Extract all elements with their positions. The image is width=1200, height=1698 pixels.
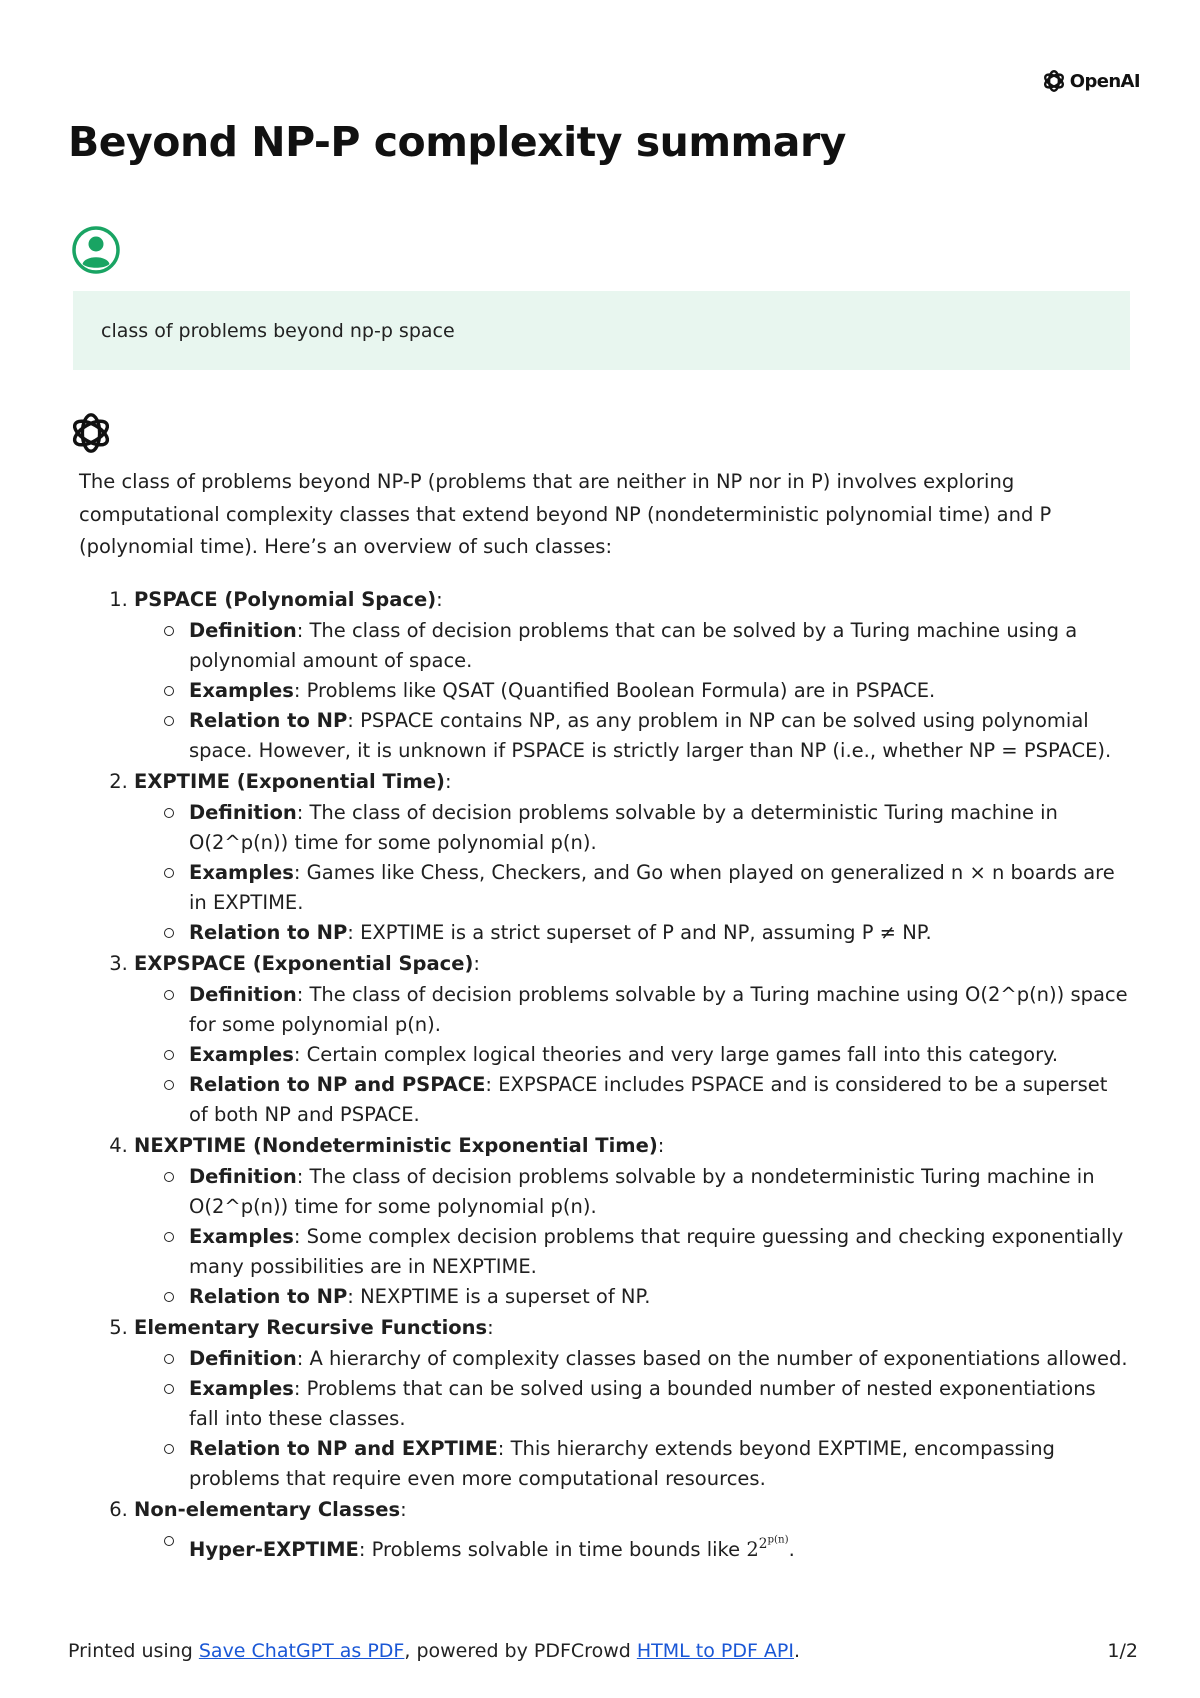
detail-text: This hierarchy extends beyond EXPTIME, encompassing problems that require even more computational resources. xyxy=(189,1436,1055,1490)
detail-text: The class of decision problems solvable by a nondeterministic Turing machine in O(2^p(n)) time for some polynomial p(n). xyxy=(189,1164,1095,1218)
detail-label: Examples xyxy=(189,1224,294,1248)
footer-prefix: Printed using xyxy=(68,1640,199,1662)
section-title: NEXPTIME (Nondeterministic Exponential Time) xyxy=(134,1133,658,1157)
openai-logo-icon xyxy=(1041,68,1067,94)
section-detail-list xyxy=(134,1344,1129,1494)
detail-text: EXPSPACE includes PSPACE and is considered to be a superset of both NP and PSPACE. xyxy=(189,1072,1108,1126)
detail-label: Relation to NP and PSPACE xyxy=(189,1072,486,1096)
detail-item: Definition: The class of decision problems solvable by a nondeterministic Turing machine in O(2^p(n)) time for some polynomial p(n). xyxy=(189,1162,1129,1222)
response-intro: The class of problems beyond NP-P (problems that are neither in NP nor in P) involves exploring computational complexity classes that extend beyond NP (nondeterministic polynomial time) and P (polynomial time). Here’s an overview of such classes: xyxy=(79,470,1052,558)
detail-text: The class of decision problems solvable by a Turing machine using O(2^p(n)) space for some polynomial p(n). xyxy=(189,982,1128,1036)
section-item: 2. EXPTIME (Exponential Time): Definition: The class of decision problems solvable by a deterministic Turing machine in O(2^p(n)) time for some polynomial p(n). Examples: Games like Chess, Checkers, and Go when played on generalized n × n boards are in EXPTIME. Relation to NP: EXPTIME is a strict superset of P and NP, assuming P ≠ NP. xyxy=(134,766,1129,948)
detail-item: Hyper-EXPTIME: Problems solvable in time bounds like $2^{2^{p(n)}}$. xyxy=(189,1526,1129,1565)
page-footer xyxy=(68,1640,1138,1662)
section-detail-list xyxy=(134,1162,1129,1312)
section-title: EXPSPACE (Exponential Space) xyxy=(134,951,474,975)
section-detail-list xyxy=(134,798,1129,948)
section-item: 6. Non-elementary Classes: Hyper-EXPTIME: Problems solvable in time bounds like $2^{2^{p(n)}}$. xyxy=(134,1494,1129,1565)
user-avatar-icon xyxy=(72,226,120,274)
detail-item: Examples: Certain complex logical theories and very large games fall into this category. xyxy=(189,1040,1129,1070)
detail-label: Examples xyxy=(189,860,294,884)
detail-item: Relation to NP and EXPTIME: This hierarchy extends beyond EXPTIME, encompassing problems that require even more computational resources. xyxy=(189,1434,1129,1494)
detail-text: The class of decision problems that can be solved by a Turing machine using a polynomial amount of space. xyxy=(189,618,1078,672)
assistant-response xyxy=(79,466,1129,1565)
detail-label: Relation to NP xyxy=(189,920,348,944)
section-detail-list xyxy=(134,980,1129,1130)
detail-item: Relation to NP: EXPTIME is a strict superset of P and NP, assuming P ≠ NP. xyxy=(189,918,1129,948)
detail-text: A hierarchy of complexity classes based on the number of exponentiations allowed. xyxy=(309,1346,1128,1370)
detail-label: Definition xyxy=(189,1164,297,1188)
html-to-pdf-api-link[interactable]: HTML to PDF API xyxy=(636,1640,794,1662)
detail-text: Certain complex logical theories and very large games fall into this category. xyxy=(306,1042,1059,1066)
math-expression xyxy=(746,1534,789,1561)
detail-item: Definition: The class of decision problems solvable by a deterministic Turing machine in O(2^p(n)) time for some polynomial p(n). xyxy=(189,798,1129,858)
detail-text: Problems that can be solved using a bounded number of nested exponentiations fall into these classes. xyxy=(189,1376,1096,1430)
page-title: Beyond NP-P complexity summary xyxy=(68,118,846,166)
detail-label: Definition xyxy=(189,982,297,1006)
detail-item: Relation to NP: PSPACE contains NP, as any problem in NP can be solved using polynomial space. However, it is unknown if PSPACE is strictly larger than NP (i.e., whether NP = PSPACE). xyxy=(189,706,1129,766)
detail-end: . xyxy=(788,1537,795,1561)
detail-text: Problems solvable in time bounds like xyxy=(371,1537,741,1561)
footer-credit xyxy=(68,1640,800,1662)
detail-text: EXPTIME is a strict superset of P and NP, assuming P ≠ NP. xyxy=(360,920,932,944)
detail-text: PSPACE contains NP, as any problem in NP can be solved using polynomial space. However, it is unknown if PSPACE is strictly larger than NP (i.e., whether NP = PSPACE). xyxy=(189,708,1112,762)
detail-label: Relation to NP and EXPTIME xyxy=(189,1436,498,1460)
section-item: 3. EXPSPACE (Exponential Space): Definition: The class of decision problems solvable by a Turing machine using O(2^p(n)) space for some polynomial p(n). Examples: Certain complex logical theories and very large games fall into this category. Relation to NP and PSPACE: EXPSPACE includes PSPACE and is considered to be a superset of both NP and PSPACE. xyxy=(134,948,1129,1130)
math-exponent xyxy=(759,1536,789,1552)
detail-label: Examples xyxy=(189,1042,294,1066)
detail-item: Relation to NP: NEXPTIME is a superset of NP. xyxy=(189,1282,1129,1312)
detail-text: NEXPTIME is a superset of NP. xyxy=(360,1284,651,1308)
detail-label: Relation to NP xyxy=(189,708,348,732)
detail-text: Problems like QSAT (Quantified Boolean Formula) are in PSPACE. xyxy=(306,678,936,702)
section-detail-list xyxy=(134,1526,1129,1565)
detail-label: Examples xyxy=(189,1376,294,1400)
detail-item: Examples: Problems that can be solved using a bounded number of nested exponentiations fall into these classes. xyxy=(189,1374,1129,1434)
detail-label: Relation to NP xyxy=(189,1284,348,1308)
detail-label: Examples xyxy=(189,678,294,702)
detail-item: Examples: Problems like QSAT (Quantified Boolean Formula) are in PSPACE. xyxy=(189,676,1129,706)
math-exponent-inner: p(n) xyxy=(767,1534,789,1546)
user-prompt-text: class of problems beyond np-p space xyxy=(101,319,455,342)
detail-text: Games like Chess, Checkers, and Go when played on generalized n × n boards are in EXPTIME. xyxy=(189,860,1115,914)
user-prompt-bubble xyxy=(73,291,1130,370)
section-detail-list xyxy=(134,616,1129,766)
math-base: 2 xyxy=(746,1537,759,1561)
detail-label: Definition xyxy=(189,618,297,642)
detail-text: Some complex decision problems that require guessing and checking exponentially many possibilities are in NEXPTIME. xyxy=(189,1224,1124,1278)
detail-item: Relation to NP and PSPACE: EXPSPACE includes PSPACE and is considered to be a superset of both NP and PSPACE. xyxy=(189,1070,1129,1130)
complexity-class-list xyxy=(79,584,1129,1565)
section-title: EXPTIME (Exponential Time) xyxy=(134,769,445,793)
chatgpt-icon xyxy=(68,410,114,456)
section-title: PSPACE (Polynomial Space) xyxy=(134,587,437,611)
detail-item: Examples: Some complex decision problems that require guessing and checking exponentially many possibilities are in NEXPTIME. xyxy=(189,1222,1129,1282)
detail-item: Definition: The class of decision problems solvable by a Turing machine using O(2^p(n)) space for some polynomial p(n). xyxy=(189,980,1129,1040)
section-title: Non-elementary Classes xyxy=(134,1497,401,1521)
detail-label: Definition xyxy=(189,800,297,824)
section-item: 4. NEXPTIME (Nondeterministic Exponential Time): Definition: The class of decision problems solvable by a nondeterministic Turing machine in O(2^p(n)) time for some polynomial p(n). Examples: Some complex decision problems that require guessing and checking exponentially many possibilities are in NEXPTIME. Relation to NP: NEXPTIME is a superset of NP. xyxy=(134,1130,1129,1312)
detail-item: Definition: The class of decision problems that can be solved by a Turing machine using a polynomial amount of space. xyxy=(189,616,1129,676)
footer-middle: , powered by PDFCrowd xyxy=(404,1640,637,1662)
math-exp1: 2 xyxy=(758,1536,768,1553)
section-item: 5. Elementary Recursive Functions: Definition: A hierarchy of complexity classes based on the number of exponentiations allowed. Examples: Problems that can be solved using a bounded number of nested exponentiations fall into these classes. Relation to NP and EXPTIME: This hierarchy extends beyond EXPTIME, encompassing problems that require even more computational resources. xyxy=(134,1312,1129,1494)
footer-suffix: . xyxy=(793,1640,801,1662)
detail-label: Hyper-EXPTIME xyxy=(189,1537,359,1561)
page-number: 1/2 xyxy=(1107,1640,1138,1662)
brand-name: OpenAI xyxy=(1069,70,1140,92)
detail-text: The class of decision problems solvable by a deterministic Turing machine in O(2^p(n)) time for some polynomial p(n). xyxy=(189,800,1058,854)
detail-label: Definition xyxy=(189,1346,297,1370)
detail-item: Definition: A hierarchy of complexity classes based on the number of exponentiations allowed. xyxy=(189,1344,1129,1374)
section-title: Elementary Recursive Functions xyxy=(134,1315,488,1339)
detail-item: Examples: Games like Chess, Checkers, and Go when played on generalized n × n boards are in EXPTIME. xyxy=(189,858,1129,918)
save-chatgpt-pdf-link[interactable]: Save ChatGPT as PDF xyxy=(198,1640,405,1662)
brand-logo xyxy=(1041,68,1140,94)
section-item: 1. PSPACE (Polynomial Space): Definition: The class of decision problems that can be solved by a Turing machine using a polynomial amount of space. Examples: Problems like QSAT (Quantified Boolean Formula) are in PSPACE. Relation to NP: PSPACE contains NP, as any problem in NP can be solved using polynomial space. However, it is unknown if PSPACE is strictly larger than NP (i.e., whether NP = PSPACE). xyxy=(134,584,1129,766)
